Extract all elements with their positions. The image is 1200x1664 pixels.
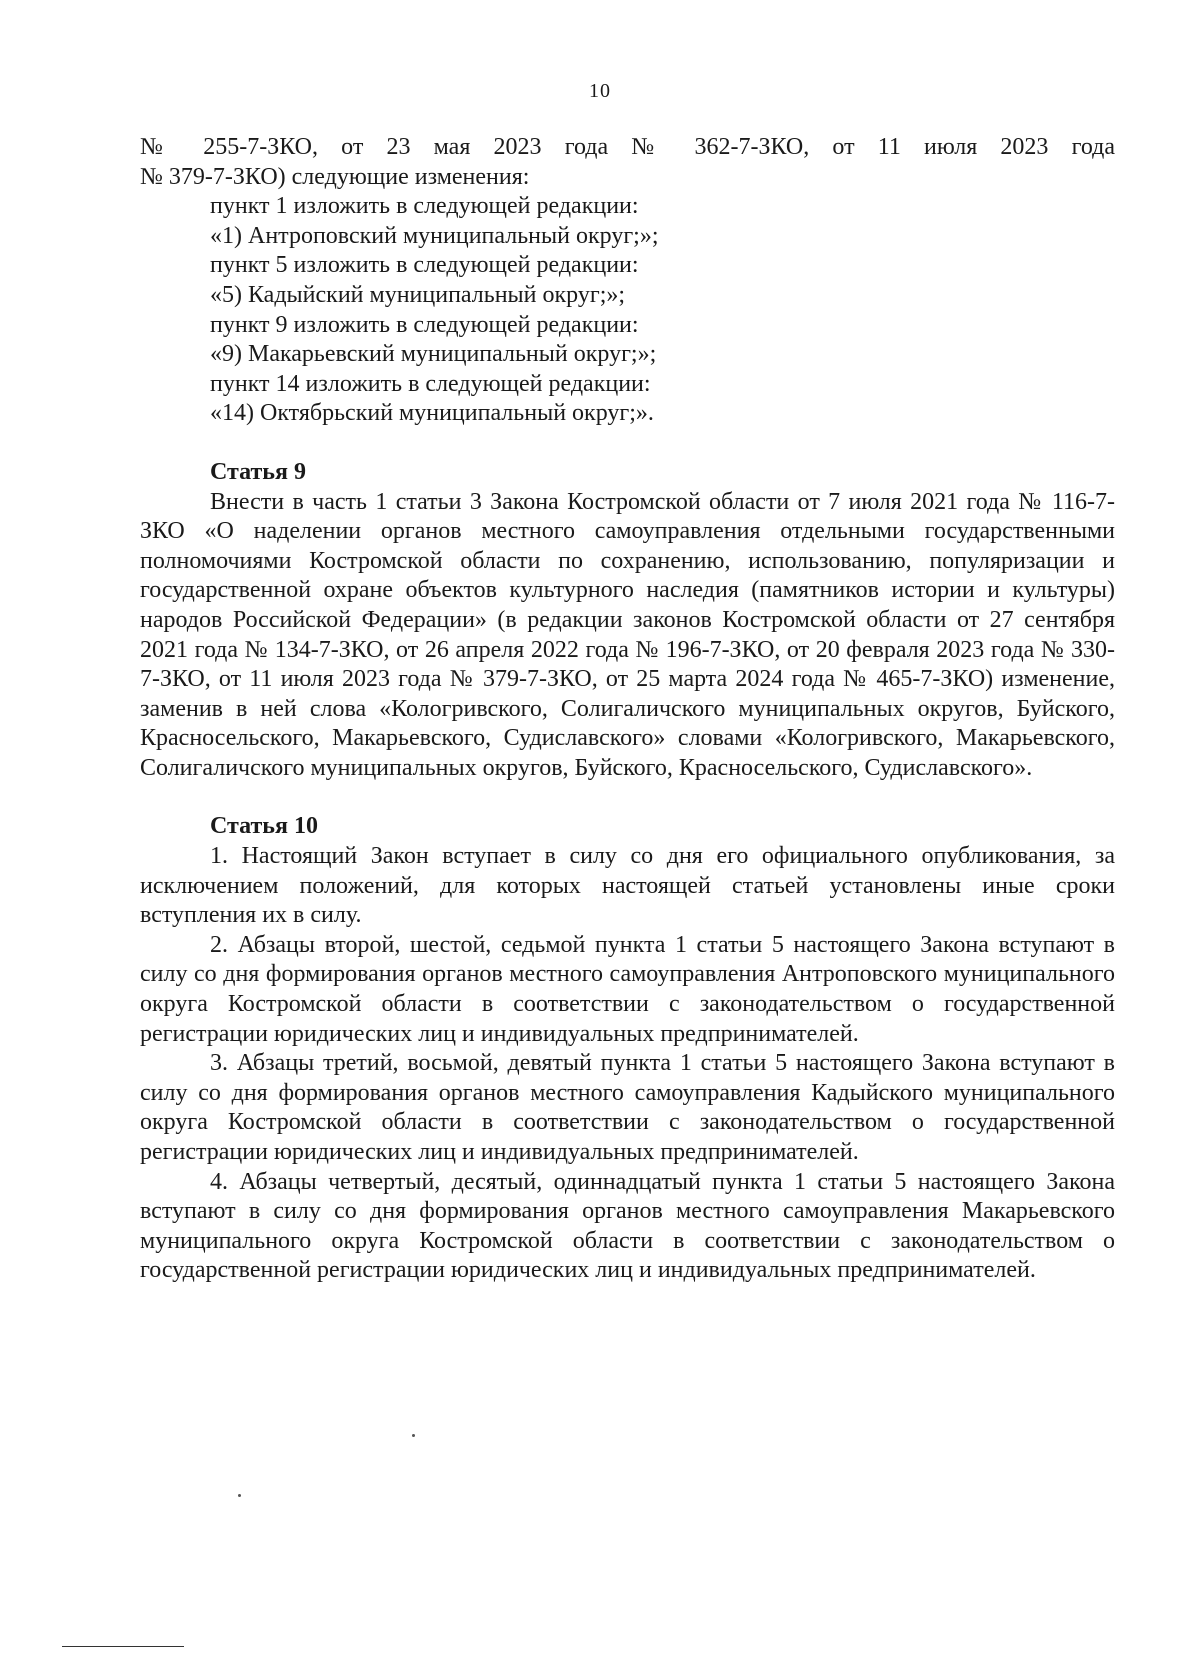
article-10-paragraph-4: 4. Абзацы четвертый, десятый, одиннадцатый пункта 1 статьи 5 настоящего Закона вступают в силу со дня формирования органов местного самоуправления Макарьевского муниципального округа Костромской области в соответствии с законодательством о государственной регистрации юридических лиц и индивидуальных предпринимателей. [140,1168,1115,1284]
section-spacer [140,783,1115,812]
article-10-paragraph-2: 2. Абзацы второй, шестой, седьмой пункта 1 статьи 5 настоящего Закона вступают в силу со дня формирования органов местного самоуправления Антроповского муниципального округа Костромской области в соответствии с законодательством о государственной регистрации юридических лиц и индивидуальных предпринимателей. [140,931,1115,1047]
section-spacer [140,429,1115,458]
page-content [140,133,1115,1286]
amendment-item: пункт 5 изложить в следующей редакции: [210,252,639,279]
amendment-item: «1) Антроповский муниципальный округ;»; [210,222,659,249]
amendment-item: пункт 1 изложить в следующей редакции: [210,193,639,220]
intro-line-2: № 379-7-ЗКО) следующие изменения: [140,163,530,190]
footer-rule [62,1646,184,1647]
article-9-heading: Статья 9 [210,458,306,485]
amendment-item: «5) Кадыйский муниципальный округ;»; [210,281,626,308]
intro-line-1: № 255-7-ЗКО, от 23 мая 2023 года № 362-7-ЗКО, от 11 июля 2023 года [140,134,1115,160]
amendment-item: пункт 9 изложить в следующей редакции: [210,311,639,338]
scan-speck [238,1494,241,1497]
scan-speck [412,1434,415,1437]
amendment-item: пункт 14 изложить в следующей редакции: [210,370,651,397]
amendment-item: «14) Октябрьский муниципальный округ;». [210,400,654,427]
article-10-paragraph-3: 3. Абзацы третий, восьмой, девятый пункта 1 статьи 5 настоящего Закона вступают в силу со дня формирования органов местного самоуправления Кадыйского муниципального округа Костромской области в соответствии с законодательством о государственной регистрации юридических лиц и индивидуальных предпринимателей. [140,1050,1115,1165]
amendment-item: «9) Макарьевский муниципальный округ;»; [210,341,657,368]
article-10-paragraph-1: 1. Настоящий Закон вступает в силу со дня его официального опубликования, за исключением положений, для которых настоящей статьей установлены иные сроки вступления их в силу. [140,843,1115,929]
page-number: 10 [589,80,611,102]
article-9-text: Внести в часть 1 статьи 3 Закона Костромской области от 7 июля 2021 года № 116-7-ЗКО «О наделении органов местного самоуправления отдельными государственными полномочиями Костромской области по сохранению, использованию, популяризации и государственной охране объектов культурного наследия (памятников истории и культуры) народов Российской Федерации» (в редакции законов Костромской области от 27 сентября 2021 года № 134-7-ЗКО, от 26 апреля 2022 года № 196-7-ЗКО, от 20 февраля 2023 года № 330-7-ЗКО, от 11 июля 2023 года № 379-7-ЗКО, от 25 марта 2024 года № 465-7-ЗКО) изменение, заменив в ней слова «Кологривского, Солигаличского муниципальных округов, Буйского, Красносельского, Макарьевского, Судиславского» словами «Кологривского, Макарьевского, Солигаличского муниципальных округов, Буйского, Красносельского, Судиславского». [140,488,1115,781]
article-10-heading: Статья 10 [210,813,318,840]
